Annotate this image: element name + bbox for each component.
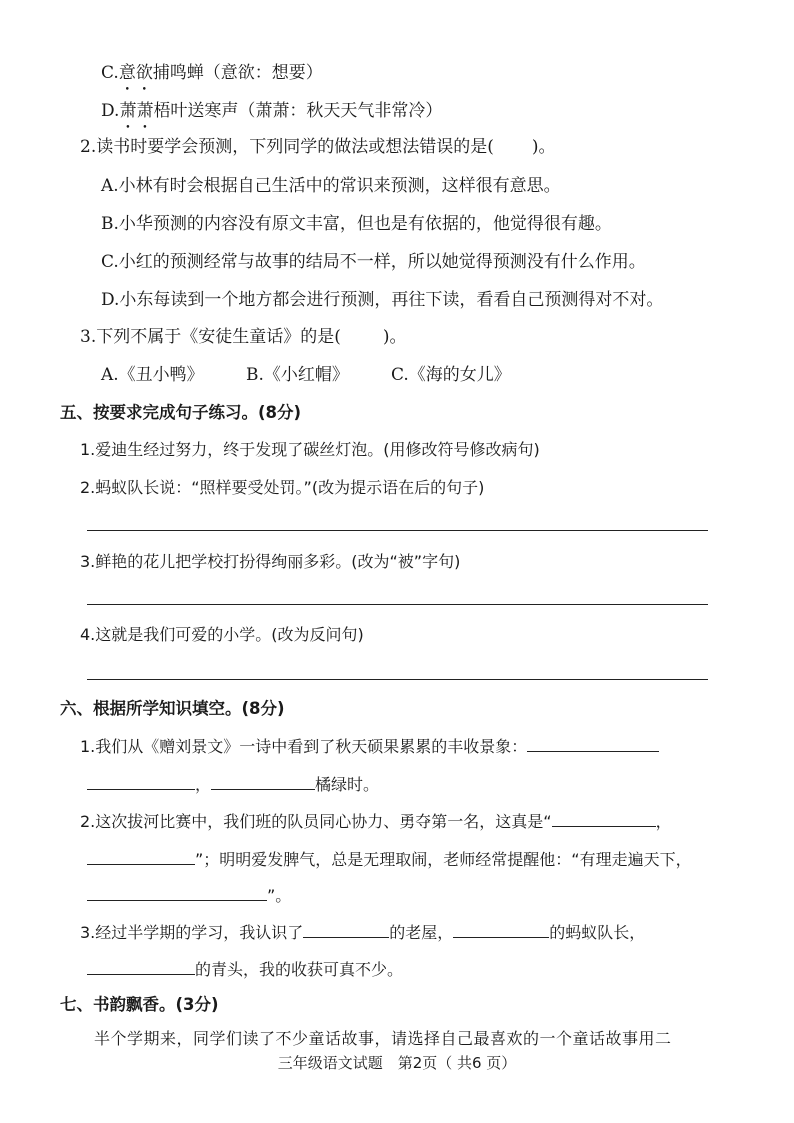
section-5-question-3: 3.鲜艳的花儿把学校打扮得绚丽多彩。(改为“被”字句) <box>80 552 461 571</box>
question-3-stem: 3.下列不属于《安徒生童话》的是( )。 <box>80 327 407 347</box>
section-5-question-1: 1.爱迪生经过努力，终于发现了碳丝灯泡。(用修改符号修改病句) <box>80 440 540 459</box>
fill-blank[interactable] <box>303 921 389 938</box>
section-7-title: 七、书韵飘香。(3分) <box>60 995 219 1014</box>
question-3-option-c: C.《海的女儿》 <box>391 365 511 385</box>
question-2-option-b: B.小华预测的内容没有原文丰富，但也是有依据的，他觉得很有趣。 <box>101 214 612 234</box>
section-7-prompt: 半个学期来，同学们读了不少童话故事，请选择自己最喜欢的一个童话故事用二 <box>94 1029 672 1048</box>
section-6-question-2-line-2: ”；明明爱发脾气，总是无理取闹，老师经常提醒他：“有理走遍天下， <box>87 848 692 871</box>
fill-blank[interactable] <box>453 921 549 938</box>
answer-line[interactable] <box>87 530 708 531</box>
answer-line[interactable] <box>87 679 708 680</box>
fill-blank[interactable] <box>87 848 195 865</box>
emphasis-char: 意 <box>118 63 136 83</box>
fill-blank[interactable] <box>87 884 267 901</box>
question-3-option-a: A.《丑小鸭》 <box>101 365 204 385</box>
fill-blank[interactable] <box>527 735 659 752</box>
q1-option-c <box>101 62 323 84</box>
section-6-question-3-line-1: 3.经过半学期的学习，我认识了 的老屋， 的蚂蚁队长， <box>80 923 646 942</box>
option-letter: C. <box>101 63 119 83</box>
question-2-option-a: A.小林有时会根据自己生活中的常识来预测，这样很有意思。 <box>101 176 561 196</box>
option-text: 梧叶送寒声（萧萧：秋天天气非常冷） <box>153 101 443 121</box>
fill-blank[interactable] <box>87 958 195 975</box>
section-6-question-2-line-1: 2.这次拔河比赛中，我们班的队员同心协力、勇夺第一名，这真是“ ， <box>80 812 672 831</box>
option-letter: D. <box>101 101 120 121</box>
section-6-title: 六、根据所学知识填空。(8分) <box>60 699 285 718</box>
section-6-question-2-line-3: ”。 <box>87 884 291 907</box>
section-6-question-3-line-2: 的青头，我的收获可真不少。 <box>87 958 403 981</box>
page-footer: 三年级语文试题 第2页（ 共6 页） <box>277 1054 517 1072</box>
question-2-option-d: D.小东每读到一个地方都会进行预测，再往下读，看看自己预测得对不对。 <box>101 290 664 310</box>
section-5-question-4: 4.这就是我们可爱的小学。(改为反问句) <box>80 625 364 644</box>
section-6-question-1-line-2: ， 橘绿时。 <box>87 773 379 796</box>
section-5-question-2: 2.蚂蚁队长说：“照样要受处罚。”(改为提示语在后的句子) <box>80 478 485 497</box>
section-5-title: 五、按要求完成句子练习。(8分) <box>60 403 302 422</box>
q1-option-d <box>101 100 442 122</box>
fill-blank[interactable] <box>87 773 195 790</box>
question-2-option-c: C.小红的预测经常与故事的结局不一样，所以她觉得预测没有什么作用。 <box>101 252 646 272</box>
emphasis-char: 萧 <box>136 101 154 121</box>
fill-blank[interactable] <box>552 810 656 827</box>
emphasis-char: 欲 <box>135 63 153 83</box>
emphasis-char: 萧 <box>119 101 137 121</box>
question-2-stem: 2.读书时要学会预测，下列同学的做法或想法错误的是( )。 <box>80 137 556 157</box>
fill-blank[interactable] <box>211 773 315 790</box>
question-3-option-b: B.《小红帽》 <box>246 365 349 385</box>
section-6-question-1-line-1: 1.我们从《赠刘景文》一诗中看到了秋天硕果累累的丰收景象： <box>80 735 659 758</box>
answer-line[interactable] <box>87 604 708 605</box>
option-text: 捕鸣蝉（意欲：想要） <box>152 63 323 83</box>
